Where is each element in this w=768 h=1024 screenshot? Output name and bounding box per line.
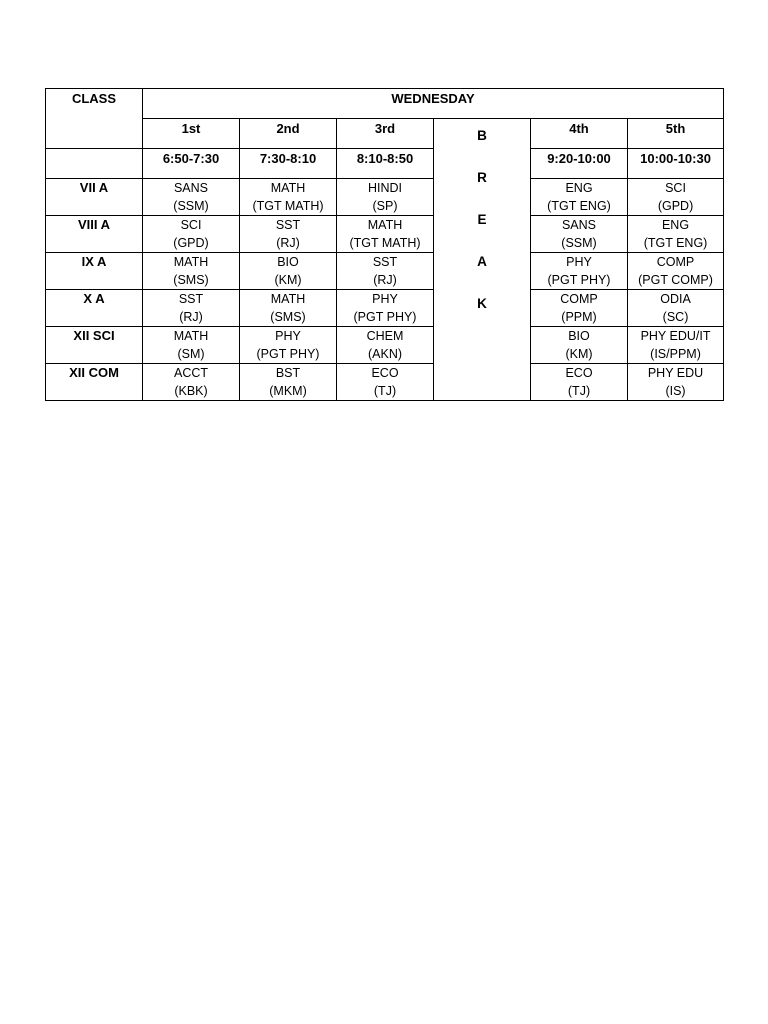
subject: MATH	[270, 181, 306, 195]
period-5-time: 10:00-10:30	[628, 149, 724, 179]
subject: HINDI	[367, 181, 403, 195]
subject: MATH	[270, 292, 306, 306]
teacher: (SMS)	[173, 273, 209, 287]
teacher: (GPD)	[657, 199, 694, 213]
period-cell	[240, 253, 337, 290]
period-cell	[628, 179, 724, 216]
teacher: (TGT ENG)	[547, 199, 611, 213]
subject: ENG	[565, 181, 593, 195]
period-cell	[628, 290, 724, 327]
teacher: (IS)	[665, 384, 686, 398]
table-row	[46, 364, 724, 401]
period-cell	[240, 327, 337, 364]
subject: PHY	[275, 329, 301, 343]
break-letter: B	[477, 128, 487, 143]
class-name: X A	[46, 290, 143, 327]
subject: SCI	[665, 181, 686, 195]
period-cell	[143, 179, 240, 216]
subject: MATH	[173, 255, 209, 269]
break-letter: R	[477, 170, 487, 185]
subject: ACCT	[173, 366, 209, 380]
period-cell	[531, 253, 628, 290]
period-2-time: 7:30-8:10	[240, 149, 337, 179]
period-cell	[143, 327, 240, 364]
subject: PHY	[372, 292, 398, 306]
break-column	[434, 119, 531, 401]
table-row	[46, 327, 724, 364]
table-row	[46, 179, 724, 216]
teacher: (RJ)	[276, 236, 300, 250]
subject: MATH	[173, 329, 209, 343]
teacher: (PGT PHY)	[353, 310, 417, 324]
subject: ECO	[565, 366, 593, 380]
period-cell	[337, 364, 434, 401]
break-letter: E	[477, 212, 487, 227]
teacher: (GPD)	[173, 236, 209, 250]
period-cell	[337, 253, 434, 290]
subject: SST	[178, 292, 204, 306]
subject: BIO	[277, 255, 299, 269]
period-cell	[628, 253, 724, 290]
subject: SANS	[561, 218, 597, 232]
timetable	[45, 88, 724, 401]
period-1-header: 1st	[143, 119, 240, 149]
period-cell	[240, 179, 337, 216]
teacher: (RJ)	[373, 273, 397, 287]
period-cell	[531, 179, 628, 216]
break-letter: K	[477, 296, 487, 311]
period-1-time: 6:50-7:30	[143, 149, 240, 179]
period-cell	[240, 290, 337, 327]
teacher: (TGT MATH)	[349, 236, 421, 250]
teacher: (SSM)	[561, 236, 597, 250]
class-name: XII SCI	[46, 327, 143, 364]
period-cell	[143, 290, 240, 327]
period-3-header: 3rd	[337, 119, 434, 149]
teacher: (PGT COMP)	[638, 273, 713, 287]
period-cell	[143, 216, 240, 253]
period-3-time: 8:10-8:50	[337, 149, 434, 179]
class-header: CLASS	[46, 89, 143, 149]
teacher: (SMS)	[270, 310, 306, 324]
period-2-header: 2nd	[240, 119, 337, 149]
teacher: (AKN)	[367, 347, 403, 361]
class-name: VIII A	[46, 216, 143, 253]
subject: ENG	[661, 218, 690, 232]
class-name: IX A	[46, 253, 143, 290]
teacher: (SM)	[177, 347, 205, 361]
teacher: (TGT MATH)	[252, 199, 324, 213]
teacher: (KM)	[565, 347, 593, 361]
subject: ODIA	[660, 292, 691, 306]
teacher: (SP)	[372, 199, 398, 213]
period-cell	[337, 327, 434, 364]
period-cell	[337, 216, 434, 253]
subject: COMP	[656, 255, 695, 269]
subject: SCI	[180, 218, 202, 232]
class-name: VII A	[46, 179, 143, 216]
teacher: (SC)	[662, 310, 689, 324]
period-cell	[337, 290, 434, 327]
teacher: (KBK)	[174, 384, 208, 398]
teacher: (MKM)	[269, 384, 307, 398]
period-cell	[531, 290, 628, 327]
teacher: (PPM)	[561, 310, 597, 324]
table-row	[46, 216, 724, 253]
subject: SST	[372, 255, 398, 269]
period-cell	[628, 216, 724, 253]
period-cell	[531, 364, 628, 401]
time-row-label	[46, 149, 143, 179]
subject: PHY EDU	[647, 366, 704, 380]
period-cell	[531, 216, 628, 253]
table-row	[46, 253, 724, 290]
subject: SST	[275, 218, 301, 232]
teacher: (RJ)	[179, 310, 203, 324]
teacher: (PGT PHY)	[256, 347, 320, 361]
teacher: (KM)	[274, 273, 302, 287]
teacher: (TGT ENG)	[643, 236, 708, 250]
teacher: (PGT PHY)	[547, 273, 611, 287]
class-name: XII COM	[46, 364, 143, 401]
subject: ECO	[371, 366, 399, 380]
teacher: (TJ)	[567, 384, 591, 398]
day-header: WEDNESDAY	[143, 89, 724, 119]
period-cell	[143, 364, 240, 401]
subject: SANS	[173, 181, 209, 195]
subject: PHY EDU/IT	[640, 329, 711, 343]
period-cell	[337, 179, 434, 216]
period-cell	[240, 216, 337, 253]
period-4-time: 9:20-10:00	[531, 149, 628, 179]
period-cell	[143, 253, 240, 290]
subject: COMP	[560, 292, 598, 306]
period-cell	[240, 364, 337, 401]
period-4-header: 4th	[531, 119, 628, 149]
table-row	[46, 290, 724, 327]
period-5-header: 5th	[628, 119, 724, 149]
teacher: (IS/PPM)	[650, 347, 701, 361]
period-cell	[531, 327, 628, 364]
teacher: (SSM)	[173, 199, 209, 213]
period-cell	[628, 364, 724, 401]
subject: MATH	[367, 218, 403, 232]
period-cell	[628, 327, 724, 364]
subject: BIO	[568, 329, 590, 343]
subject: CHEM	[366, 329, 404, 343]
break-label	[434, 119, 530, 337]
teacher: (TJ)	[373, 384, 397, 398]
break-letter: A	[477, 254, 487, 269]
subject: BST	[275, 366, 301, 380]
subject: PHY	[566, 255, 592, 269]
